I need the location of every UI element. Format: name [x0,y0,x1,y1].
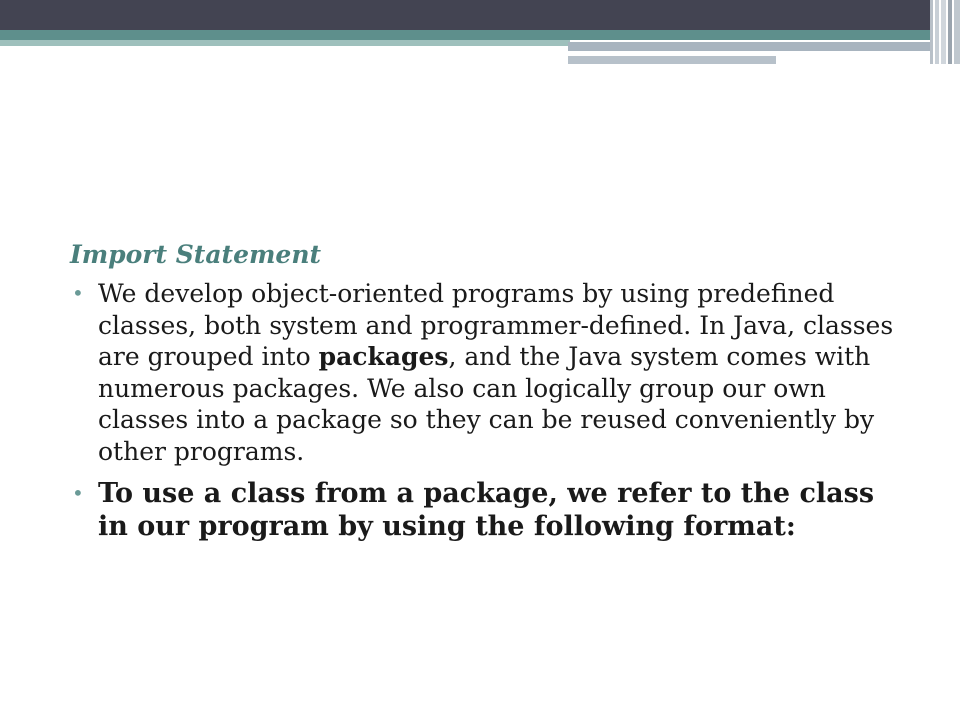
bullet-1-intro: We develop object-oriented programs by using predefined classes, both system and programmer-defined. In Java, classes are grouped into [98,279,894,371]
header-grey-stripe-short [568,56,776,64]
header-teal-light-stripe [0,40,570,46]
bullet-dot-icon: • [72,281,84,305]
bullet-list [70,278,910,543]
bullet-1-emphasis: packages [318,342,449,371]
bullet-dot-icon: • [72,481,84,505]
slide-title: Import Statement [70,240,322,269]
header-edge-stripes [930,0,960,64]
header-dark-bar [0,0,960,30]
bullet-2-text: To use a class from a package, we refer to the class in our program by using the following format: [98,478,875,542]
header-grey-stripe [568,42,960,51]
header-white-gap [568,51,888,54]
bullet-item-2 [70,477,910,543]
bullet-1-rest: , and the Java system comes with numerous packages. We also can logically group our own classes into a package so they can be reused conveniently by other programs. [98,342,875,466]
bullet-item-1 [70,278,910,467]
header-teal-band [0,30,960,40]
